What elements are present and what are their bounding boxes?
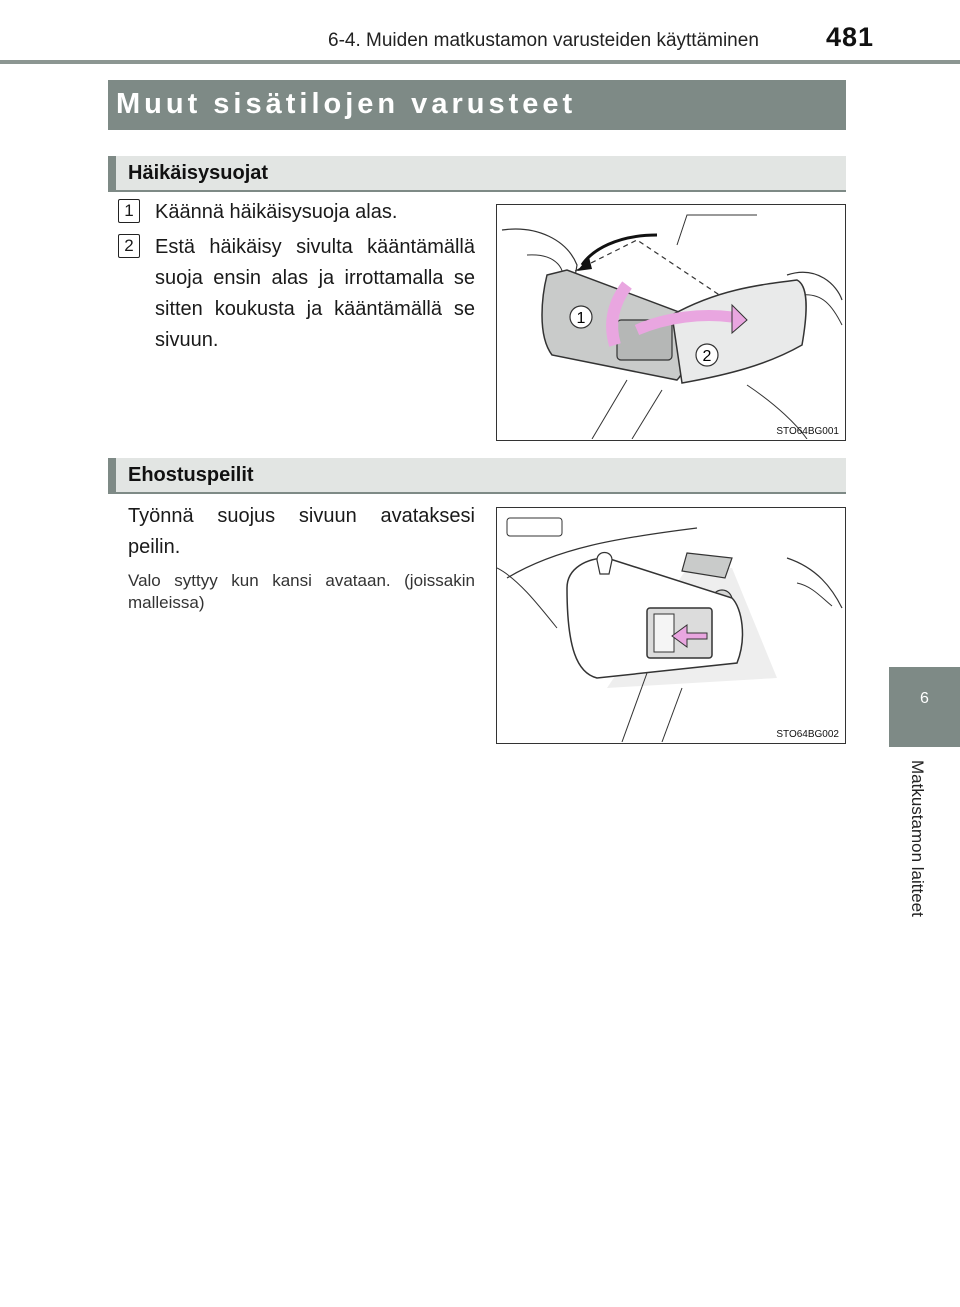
vanity-mirror-illustration [497, 508, 844, 742]
figure-code: STO64BG002 [776, 729, 839, 740]
chapter-side-label-text: Matkustamon laitteet [908, 760, 927, 917]
vanity-mirror-figure [496, 507, 846, 744]
figure-code: STO64BG001 [776, 426, 839, 437]
subsection-title-sun-visors: Häikäisysuojat [128, 162, 269, 184]
header-rule [0, 60, 960, 64]
sun-visor-figure [496, 204, 846, 441]
sun-visor-illustration [497, 205, 844, 439]
step-text: Estä häikäisy sivulta kääntämällä suoja ensin alas ja irrottamalla se sitten koukusta ja kääntämällä se sivuun. [155, 236, 475, 351]
subsection-rule [108, 492, 846, 494]
mirror-instruction: Työnnä suojus sivuun avataksesi peilin. [128, 505, 475, 558]
subsection-title-vanity-mirrors: Ehostuspeilit [128, 464, 254, 486]
mirror-note: Valo syttyy kun kansi avataan. (joissakin malleissa) [128, 571, 475, 612]
step-number-badge: 2 [118, 234, 140, 258]
subsection-band-sun-visors [108, 156, 846, 190]
step-text: Käännä häikäisysuoja alas. [155, 201, 398, 223]
chapter-tab-number: 6 [920, 690, 929, 707]
chapter-side-label [907, 760, 927, 960]
section-title: Muut sisätilojen varusteet [116, 88, 577, 120]
step-number-badge: 1 [118, 199, 140, 223]
page-number: 481 [826, 22, 875, 52]
callout-1: 1 [576, 310, 586, 327]
subsection-rule [108, 190, 846, 192]
subsection-band-vanity-mirrors [108, 458, 846, 492]
callout-2: 2 [702, 348, 712, 365]
chapter-title: 6-4. Muiden matkustamon varusteiden käyttäminen [328, 30, 759, 51]
